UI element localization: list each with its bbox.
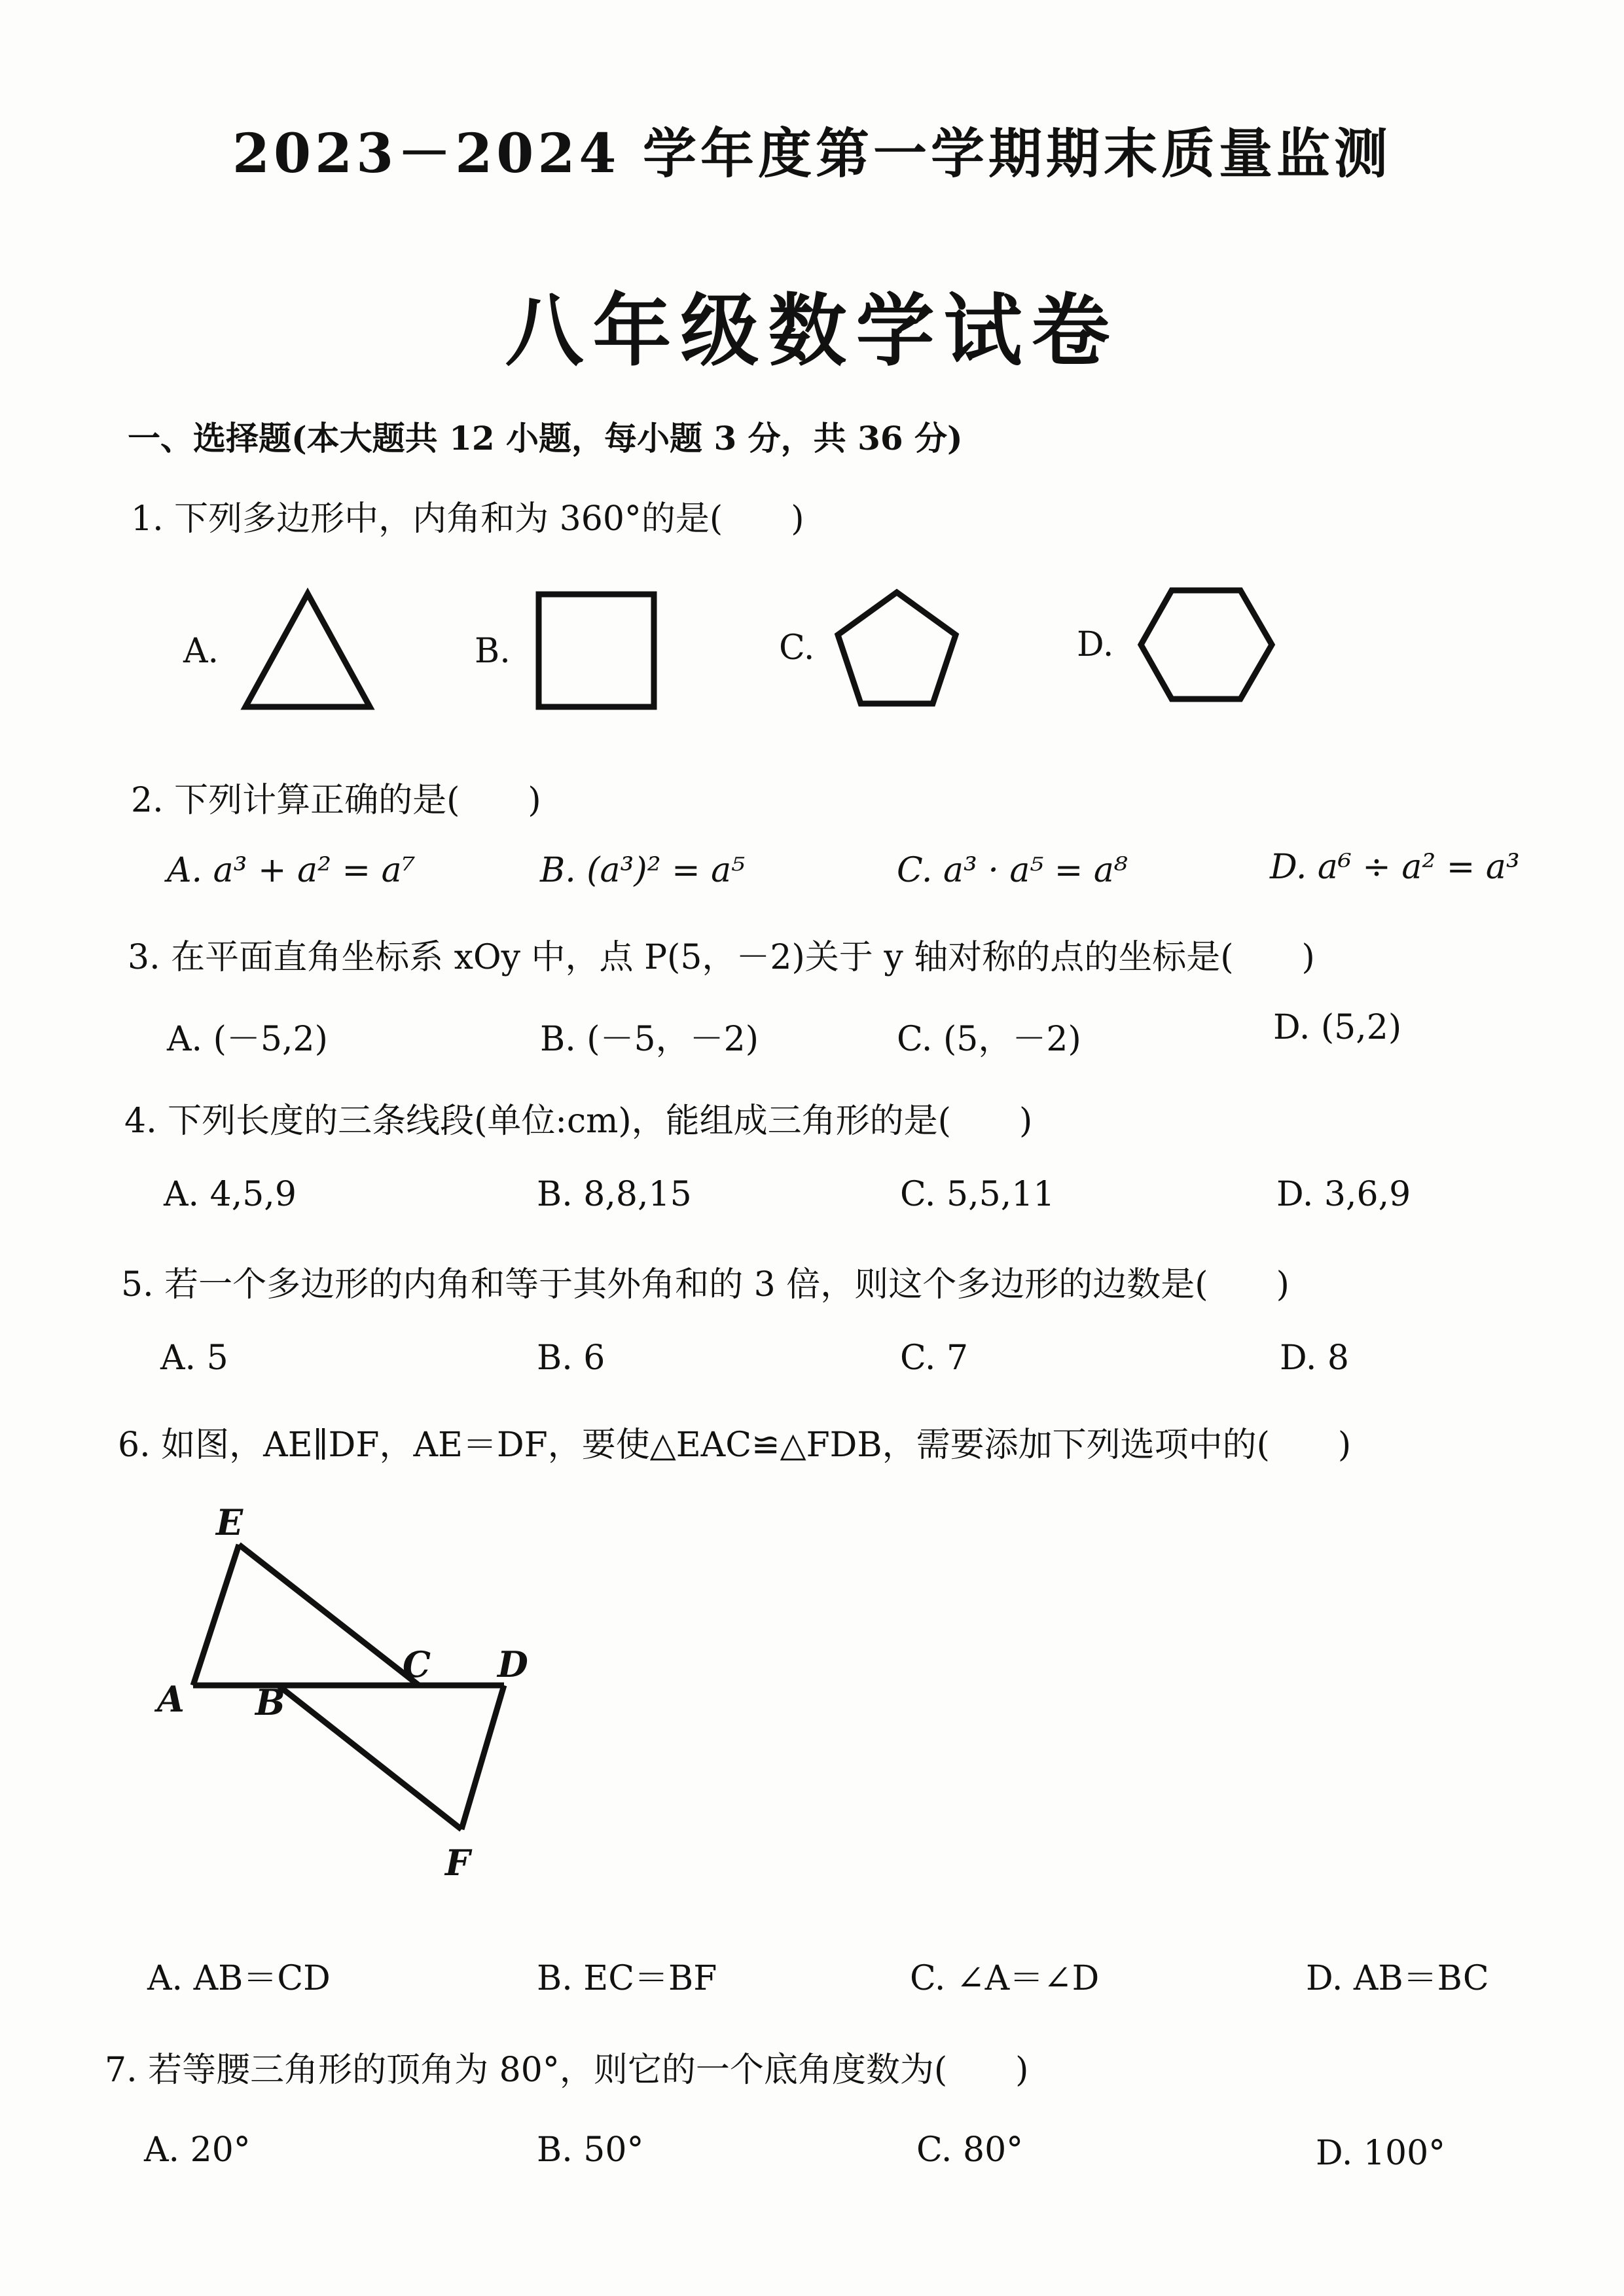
pentagon-shape	[831, 586, 962, 717]
question-1-stem: 1. 下列多边形中，内角和为 360°的是( )	[131, 499, 804, 539]
question-3-stem: 3. 在平面直角坐标系 xOy 中，点 P(5，－2)关于 y 轴对称的点的坐标是( )	[128, 938, 1315, 977]
point-label-e: E	[216, 1501, 244, 1543]
point-label-a: A	[157, 1678, 185, 1720]
q2-option-a: A. a³ + a² = a⁷	[167, 851, 416, 890]
q5-option-c: C. 7	[900, 1338, 969, 1378]
q5-option-a: A. 5	[160, 1338, 228, 1378]
q6-option-d: D. AB＝BC	[1306, 1959, 1489, 1998]
q7-option-d: D. 100°	[1316, 2134, 1446, 2173]
question-2-stem: 2. 下列计算正确的是( )	[131, 781, 541, 820]
q5-option-b: B. 6	[537, 1338, 605, 1378]
q3-option-c: C. (5，－2)	[897, 1020, 1081, 1059]
q3-option-b: B. (－5，－2)	[540, 1020, 759, 1059]
hexagon-shape	[1136, 583, 1276, 707]
q6-option-c: C. ∠A＝∠D	[910, 1959, 1100, 1998]
q2-option-b: B. (a³)² = a⁵	[540, 851, 746, 890]
q6-option-b: B. EC＝BF	[537, 1959, 717, 1998]
q4-option-a: A. 4,5,9	[164, 1175, 297, 1214]
q7-option-b: B. 50°	[537, 2130, 644, 2170]
point-label-b: B	[255, 1681, 285, 1723]
q1-option-b-label: B.	[475, 632, 511, 671]
q1-option-a-label: A.	[183, 632, 219, 671]
question-7-stem: 7. 若等腰三角形的顶角为 80°，则它的一个底角度数为( )	[105, 2051, 1029, 2090]
triangle-shape	[236, 586, 380, 717]
exam-period-title: 2023－2024 学年度第一学期期末质量监测	[232, 122, 1392, 185]
question-6-stem: 6. 如图，AE∥DF，AE＝DF，要使△EAC≌△FDB，需要添加下列选项中的( )	[118, 1426, 1352, 1465]
q5-option-d: D. 8	[1280, 1338, 1349, 1378]
point-label-f: F	[445, 1842, 471, 1884]
question-5-stem: 5. 若一个多边形的内角和等于其外角和的 3 倍，则这个多边形的边数是( )	[121, 1265, 1290, 1304]
q1-option-c-label: C.	[779, 628, 815, 668]
square-shape	[533, 589, 664, 713]
exam-main-title: 八年级数学试卷	[505, 285, 1119, 377]
section-heading: 一、选择题(本大题共 12 小题，每小题 3 分，共 36 分)	[128, 419, 963, 457]
question-4-stem: 4. 下列长度的三条线段(单位:cm)，能组成三角形的是( )	[124, 1102, 1033, 1141]
q6-option-a: A. AB＝CD	[147, 1959, 331, 1998]
q2-option-c: C. a³ · a⁵ = a⁸	[897, 851, 1128, 890]
q2-option-d: D. a⁶ ÷ a² = a³	[1270, 848, 1520, 887]
point-label-c: C	[403, 1643, 431, 1685]
q3-option-d: D. (5,2)	[1273, 1008, 1402, 1047]
point-label-d: D	[497, 1643, 528, 1685]
q4-option-b: B. 8,8,15	[537, 1175, 692, 1214]
q4-option-c: C. 5,5,11	[900, 1175, 1055, 1214]
geometry-figure	[157, 1499, 563, 1892]
q3-option-a: A. (－5,2)	[167, 1020, 328, 1059]
q7-option-c: C. 80°	[916, 2130, 1024, 2170]
q7-option-a: A. 20°	[144, 2130, 251, 2170]
q1-option-d-label: D.	[1077, 625, 1114, 664]
q4-option-d: D. 3,6,9	[1276, 1175, 1411, 1214]
